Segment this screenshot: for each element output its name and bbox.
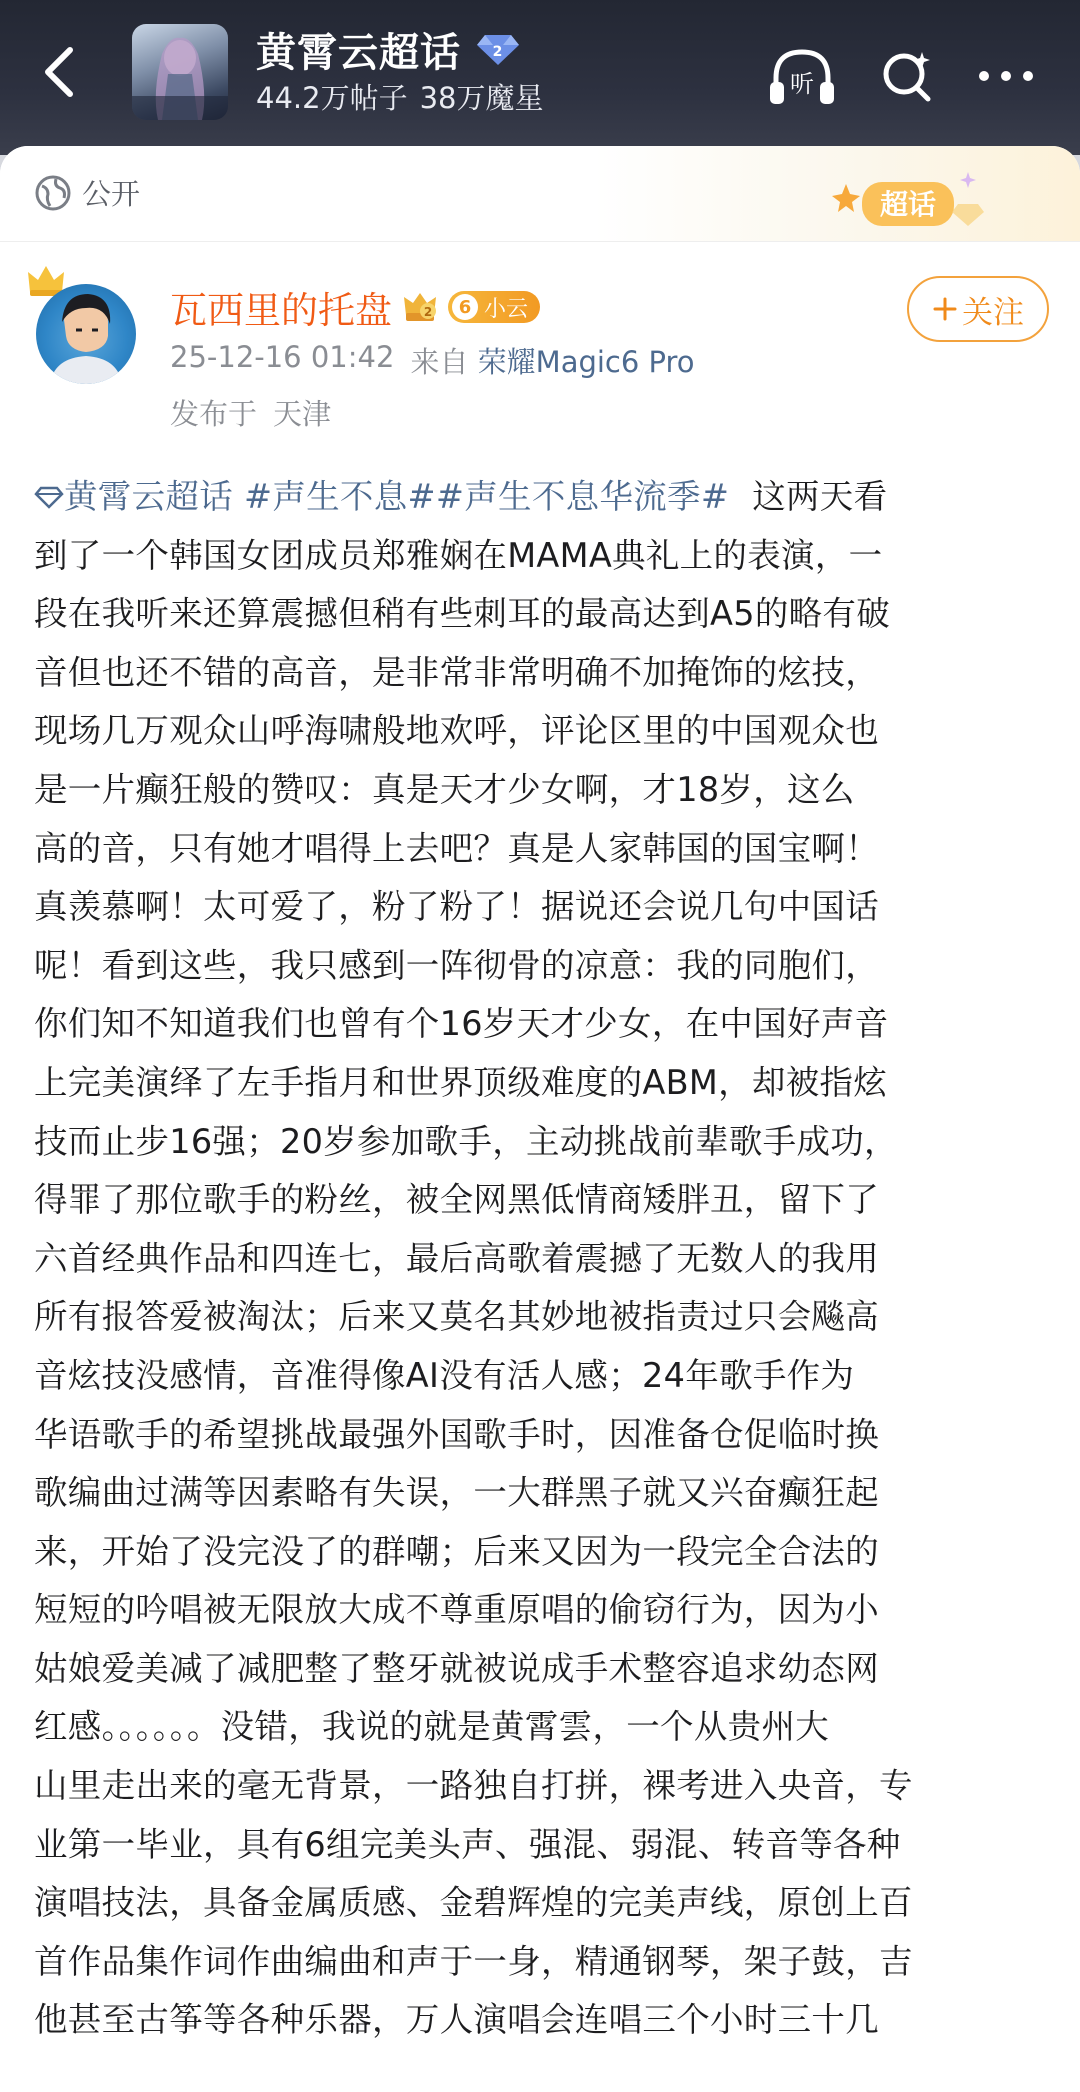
post-line: 来，开始了没完没了的群嘲；后来又因为一段完全合法的 xyxy=(34,1531,879,1571)
post-line: 红感。。。。。。没错，我说的就是黄霄雲，一个从贵州大 xyxy=(34,1707,830,1747)
card-banner xyxy=(0,146,1080,242)
topic-stats xyxy=(256,76,543,117)
source-prefix: 来自 xyxy=(410,345,469,379)
chevron-left-icon xyxy=(40,44,80,100)
post-line: 是一片癫狂般的赞叹：真是天才少女啊，才18岁，这么 xyxy=(34,769,855,809)
location-row xyxy=(170,392,331,433)
more-dots-icon xyxy=(976,66,1036,86)
post-line: 这两天看 xyxy=(752,477,888,516)
svg-text:2: 2 xyxy=(423,305,433,319)
svg-text:听: 听 xyxy=(790,70,814,98)
headphones-listen-icon xyxy=(766,44,838,108)
post-line: 演唱技法，具备金属质感、金碧辉煌的完美声线，原创上百 xyxy=(34,1883,913,1923)
post-line: 你们知不知道我们也曾有个16岁天才少女，在中国好声音 xyxy=(34,1004,889,1044)
back-button[interactable] xyxy=(30,36,90,108)
post-line: 短短的吟唱被无限放大成不尊重原唱的偷窃行为，因为小 xyxy=(34,1590,879,1630)
post-line: 六首经典作品和四连七，最后高歌着震撼了无数人的我用 xyxy=(34,1238,879,1278)
author-avatar[interactable] xyxy=(36,284,136,384)
post-line: 呢！看到这些，我只感到一阵彻骨的凉意：我的同胞们， xyxy=(34,945,879,985)
post-line: 现场几万观众山呼海啸般地欢呼，评论区里的中国观众也 xyxy=(34,711,879,751)
globe-icon xyxy=(34,174,72,212)
post-line: 技而止步16强；20岁参加歌手，主动挑战前辈歌手成功， xyxy=(34,1121,898,1161)
diamond-level-icon xyxy=(475,29,521,69)
search-button[interactable] xyxy=(872,40,944,112)
more-button[interactable] xyxy=(970,40,1042,112)
search-sparkle-icon xyxy=(876,44,940,108)
location-value: 天津 xyxy=(273,397,332,431)
fan-level-badge[interactable] xyxy=(448,291,540,323)
post-line: 歌编曲过满等因素略有失误，一大群黑子就又兴奋癫狂起 xyxy=(34,1473,879,1513)
post-line: 到了一个韩国女团成员郑雅娴在MAMA典礼上的表演，一 xyxy=(34,535,883,575)
fan-level-number: 6 xyxy=(452,294,478,320)
post-line: 首作品集作词作曲编曲和声于一身，精通钢琴，架子鼓，吉 xyxy=(34,1941,913,1981)
device-link[interactable]: 荣耀Magic6 Pro xyxy=(477,345,695,379)
svg-text:超话: 超话 xyxy=(879,188,937,221)
location-prefix: 发布于 xyxy=(170,397,258,431)
topic-header xyxy=(0,0,1080,155)
author-name[interactable]: 瓦西里的托盘 xyxy=(170,289,392,332)
fan-level-label: 小云 xyxy=(484,296,529,322)
post-timestamp: 25-12-16 01:42 xyxy=(170,340,395,374)
supertopic-link[interactable]: 黄霄云超话 xyxy=(34,477,244,516)
post-line: 华语歌手的希望挑战最强外国歌手时，因准备仓促临时换 xyxy=(34,1414,879,1454)
post-line: 段在我听来还算震撼但稍有些刺耳的最高达到A5的略有破 xyxy=(34,594,891,634)
post-line: 上完美演绎了左手指月和世界顶级难度的ABM，却被指炫 xyxy=(34,1062,888,1102)
author-avatar-wrap[interactable] xyxy=(30,266,140,396)
supertopic-badge xyxy=(828,168,988,238)
post-body xyxy=(34,468,1050,2050)
members-count: 38万魔星 xyxy=(419,81,544,115)
listen-button[interactable] xyxy=(766,40,838,112)
topic-title-row xyxy=(256,22,521,76)
post-line: 山里走出来的毫无背景，一路独自打拼，裸考进入央音，专 xyxy=(34,1766,913,1806)
post-line: 音炫技没感情，音准得像AI没有活人感；24年歌手作为 xyxy=(34,1355,855,1395)
follow-button[interactable] xyxy=(907,276,1049,342)
post-line: 得罪了那位歌手的粉丝，被全网黑低情商矮胖丑，留下了 xyxy=(34,1180,879,1220)
plus-icon xyxy=(932,296,958,322)
svg-text:2: 2 xyxy=(492,44,504,60)
vip-crown-badge-icon[interactable] xyxy=(402,291,438,323)
post-line: 业第一毕业，具有6组完美头声、强混、弱混、转音等各种 xyxy=(34,1824,901,1864)
post-meta-row xyxy=(170,340,695,381)
post-line: 高的音，只有她才唱得上去吧？真是人家韩国的国宝啊！ xyxy=(34,828,879,868)
post-line: 姑娘爱美减了减肥整了整牙就被说成手术整容追求幼态网 xyxy=(34,1648,879,1688)
topic-title: 黄霄云超话 xyxy=(256,29,461,76)
author-name-row xyxy=(170,280,540,334)
topic-avatar[interactable] xyxy=(132,24,228,120)
hashtag-links[interactable]: #声生不息##声生不息华流季# xyxy=(243,477,730,516)
diamond-topic-icon xyxy=(34,484,64,510)
post-line: 真羡慕啊！太可爱了，粉了粉了！据说还会说几句中国话 xyxy=(34,887,879,927)
follow-label: 关注 xyxy=(962,294,1024,331)
post-line: 音但也还不错的高音，是非常非常明确不加掩饰的炫技， xyxy=(34,652,879,692)
post-card xyxy=(0,146,1080,2092)
post-line: 所有报答爱被淘汰；后来又莫名其妙地被指责过只会飚高 xyxy=(34,1297,879,1337)
posts-count: 44.2万帖子 xyxy=(256,81,408,115)
visibility-row xyxy=(34,172,140,213)
post-line: 他甚至古筝等各种乐器，万人演唱会连唱三个小时三十几 xyxy=(34,2000,879,2040)
visibility-label: 公开 xyxy=(82,177,141,211)
post-line-first xyxy=(34,468,1050,527)
